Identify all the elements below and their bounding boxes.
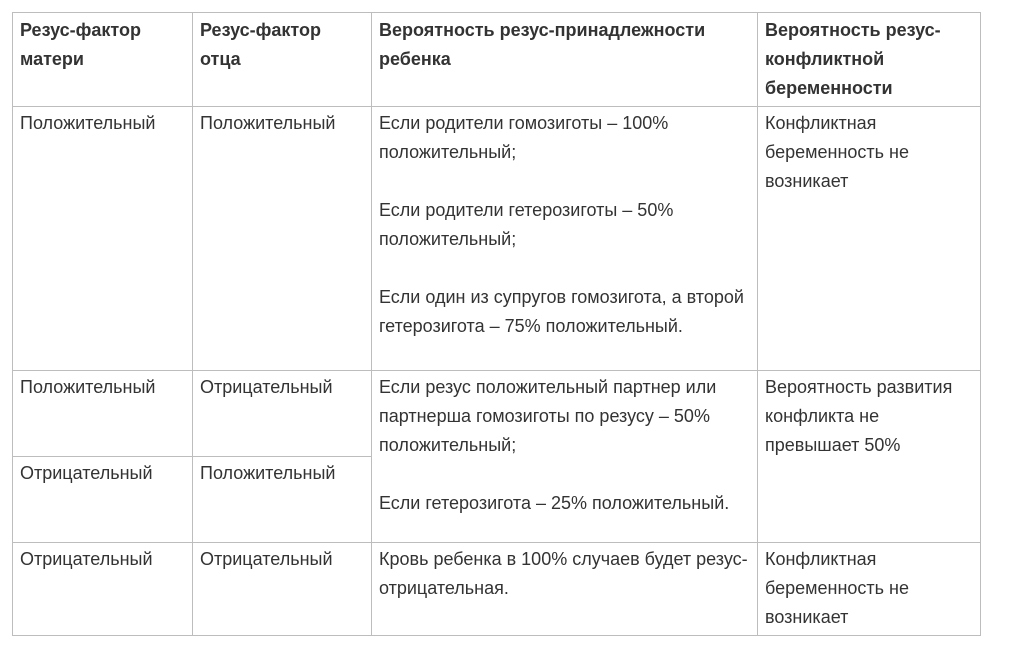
rh-compatibility-table	[12, 12, 981, 636]
header-child-probability: Вероятность резус-принадлежности ребенка	[372, 13, 758, 107]
cell-mother-rh: Отрицательный	[13, 457, 193, 543]
cell-father-rh: Положительный	[193, 457, 372, 543]
cell-child-probability	[372, 543, 758, 636]
child-probability-line: Если гетерозигота – 25% положительный.	[379, 493, 730, 513]
cell-conflict-probability: Конфликтная беременность не возникает	[758, 107, 981, 371]
table-row	[13, 371, 981, 457]
child-probability-line: Если один из супругов гомозигота, а второй гетерозигота – 75% положительный.	[379, 287, 744, 336]
cell-conflict-probability: Вероятность развития конфликта не превышает 50%	[758, 371, 981, 543]
rh-compatibility-table-container	[12, 12, 980, 636]
child-probability-line: Кровь ребенка в 100% случаев будет резус-отрицательная.	[379, 549, 748, 598]
cell-conflict-probability: Конфликтная беременность не возникает	[758, 543, 981, 636]
cell-child-probability	[372, 107, 758, 371]
cell-child-probability	[372, 371, 758, 543]
table-row	[13, 543, 981, 636]
child-probability-line: Если родители гетерозиготы – 50% положительный;	[379, 200, 674, 249]
cell-father-rh: Отрицательный	[193, 371, 372, 457]
cell-father-rh: Отрицательный	[193, 543, 372, 636]
table-header-row	[13, 13, 981, 107]
header-conflict-probability: Вероятность резус-конфликтной беременности	[758, 13, 981, 107]
header-mother-rh: Резус-фактор матери	[13, 13, 193, 107]
child-probability-line: Если резус положительный партнер или партнерша гомозиготы по резусу – 50% положительный;	[379, 377, 717, 455]
cell-mother-rh: Положительный	[13, 371, 193, 457]
cell-father-rh: Положительный	[193, 107, 372, 371]
table-row	[13, 107, 981, 371]
child-probability-line: Если родители гомозиготы – 100% положительный;	[379, 113, 669, 162]
cell-mother-rh: Отрицательный	[13, 543, 193, 636]
cell-mother-rh: Положительный	[13, 107, 193, 371]
header-father-rh: Резус-фактор отца	[193, 13, 372, 107]
